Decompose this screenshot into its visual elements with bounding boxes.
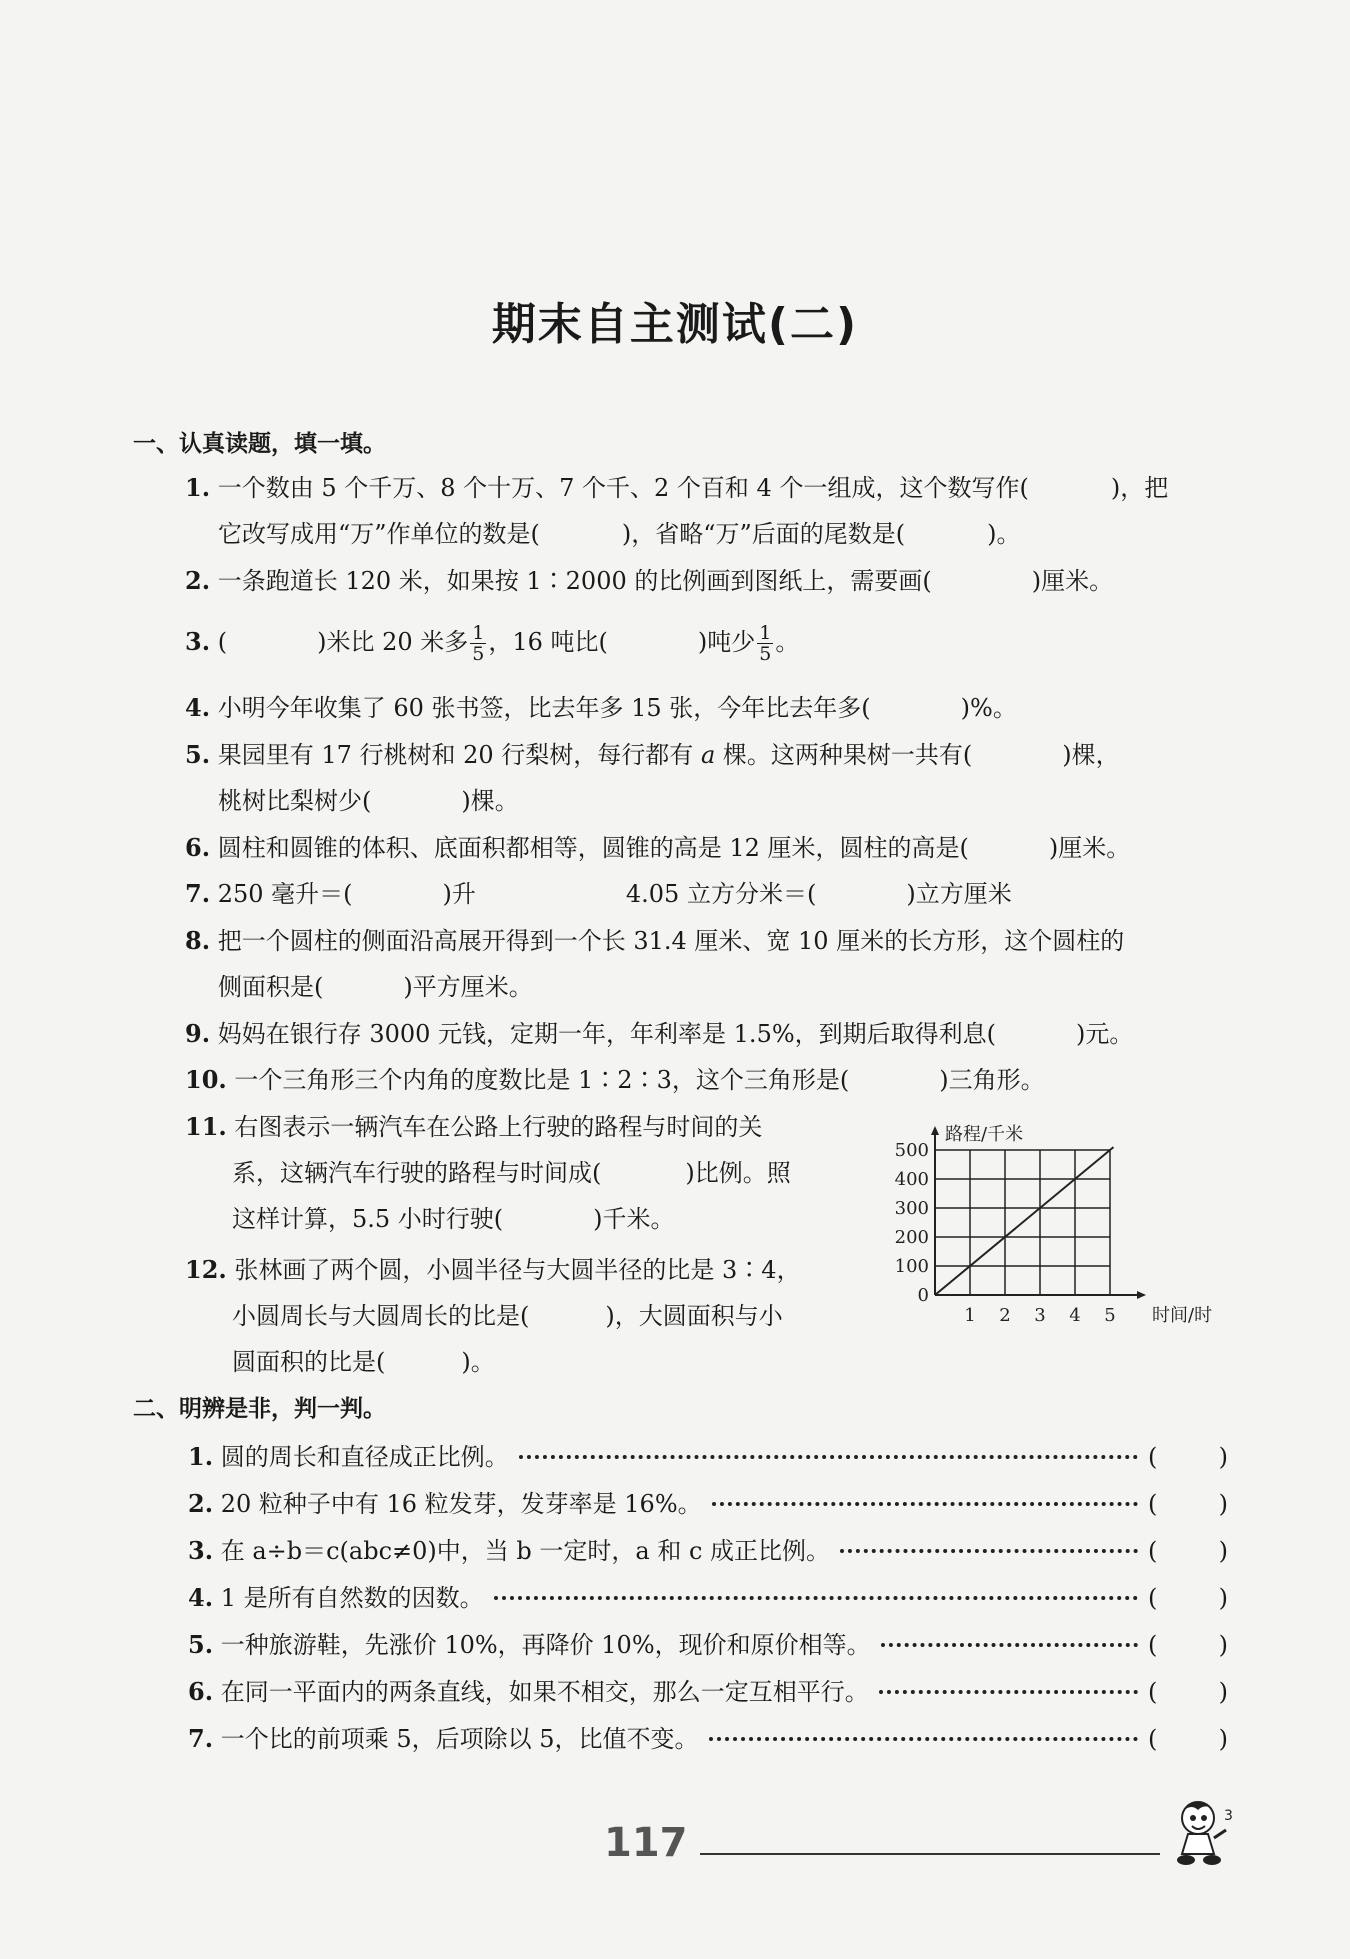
paren-close: ) [1218,1678,1228,1706]
question-text: )，省略“万”后面的尾数是( [621,520,906,548]
question-text: ( [217,628,228,656]
paren-open: ( [1148,1584,1158,1612]
page-title: 期末自主测试(二) [491,299,859,350]
question-text: 圆柱和圆锥的体积、底面积都相等，圆锥的高是 12 厘米，圆柱的高是( [217,834,969,862]
question-text: 一种旅游鞋，先涨价 10%，再降价 10%，现价和原价相等。 [213,1631,871,1659]
question-text: 圆面积的比是( [232,1348,386,1376]
answer-parentheses[interactable] [1148,1631,1228,1659]
question-number: 1. [188,1442,214,1471]
question-text: )。 [987,520,1021,548]
question-text: 棵。这两种果树一共有( [715,741,973,769]
question-number: 6. [188,1677,214,1706]
y-tick-label: 200 [894,1227,929,1248]
y-axis-arrow [931,1126,939,1135]
question-text: )米比 20 米多 [317,628,469,656]
section-2-heading: 二、明辨是非，判一判。 [133,1396,386,1422]
question-text: )，把 [1110,474,1169,502]
question-11-line-1 [185,1107,762,1142]
paren-open: ( [1148,1725,1158,1753]
x-axis-arrow [1137,1291,1146,1299]
fraction: $\frac{1}{5}$ [759,622,772,665]
judgment-item [188,1672,1228,1707]
dot-leader [712,1502,1138,1506]
question-text: )棵， [1062,741,1120,769]
answer-parentheses[interactable] [1148,1490,1228,1518]
paren-close: ) [1218,1725,1228,1753]
paren-close: ) [1218,1584,1228,1612]
footer-rule [700,1853,1160,1855]
question-text: 1 是所有自然数的因数。 [213,1584,484,1612]
question-text: )%。 [960,694,1017,722]
question-text: 一个数由 5 个千万、8 个十万、7 个千、2 个百和 4 个一组成，这个数写作( [217,474,1029,502]
question-11-line-2 [232,1153,791,1188]
x-tick-label: 2 [999,1305,1011,1326]
judgment-text [188,1578,484,1613]
question-text: )厘米。 [1048,834,1131,862]
judgment-item [188,1484,1228,1519]
question-text: )比例。照 [685,1159,791,1187]
question-11-line-3 [232,1199,675,1234]
question-number: 5. [188,1630,214,1659]
question-text: 果园里有 17 行桃树和 20 行梨树，每行都有 [217,741,701,769]
dot-leader [519,1455,1138,1459]
judgment-item [188,1531,1228,1566]
judgment-item [188,1719,1228,1754]
question-number: 3. [185,627,211,656]
x-tick-label: 4 [1069,1305,1081,1326]
x-tick-label: 1 [964,1305,976,1326]
question-number: 3. [188,1536,214,1565]
question-text: 一个比的前项乘 5，后项除以 5，比值不变。 [213,1725,699,1753]
series-line [935,1147,1114,1295]
section-1-heading: 一、认真读题，填一填。 [133,431,386,457]
question-text: 。 [775,628,800,656]
judgment-text [188,1531,830,1566]
question-2 [185,561,1113,596]
question-12-line-3 [232,1342,495,1377]
judgment-item [188,1625,1228,1660]
question-text: )千米。 [593,1205,675,1233]
answer-parentheses[interactable] [1148,1537,1228,1565]
question-5-line-2 [218,781,519,816]
question-text: 系，这辆汽车行驶的路程与时间成( [232,1159,602,1187]
page-number: 117 [604,1820,688,1866]
y-tick-label: 100 [894,1256,929,1277]
question-number: 4. [185,693,211,722]
question-text: 侧面积是( [218,973,324,1001]
question-text: 小明今年收集了 60 张书签，比去年多 15 张，今年比去年多( [217,694,871,722]
question-number: 2. [188,1489,214,1518]
question-3 [185,622,799,664]
question-9 [185,1014,1133,1049]
question-text: 右图表示一辆汽车在公路上行驶的路程与时间的关 [234,1113,763,1141]
paren-close: ) [1218,1631,1228,1659]
variable: a [700,741,716,769]
question-12-line-1 [185,1250,801,1285]
question-text: 250 毫升＝( [217,880,353,908]
cartoon-mascot-icon [1160,1790,1240,1870]
judgment-text [188,1484,702,1519]
question-text: 小圆周长与大圆周长的比是( [232,1302,530,1330]
question-8-line-1 [185,921,1124,956]
y-tick-label: 0 [917,1285,929,1306]
answer-parentheses[interactable] [1148,1443,1228,1471]
question-text: 20 粒种子中有 16 粒发芽，发芽率是 16%。 [213,1490,702,1518]
dot-leader [840,1549,1138,1553]
question-8-line-2 [218,967,533,1002]
question-text: 桃树比梨树少( [218,787,372,815]
x-tick-label: 5 [1104,1305,1116,1326]
question-text: ，16 吨比( [488,628,608,656]
question-text: 把一个圆柱的侧面沿高展开得到一个长 31.4 厘米、宽 10 厘米的长方形，这个圆柱的 [217,927,1125,955]
y-tick-label: 300 [894,1198,929,1219]
judgment-text [188,1719,699,1754]
distance-time-chart [880,1110,1220,1340]
question-1-line-1 [185,468,1168,503]
question-text: )三角形。 [939,1066,1045,1094]
question-number: 2. [185,566,211,595]
question-number: 7. [188,1724,214,1753]
question-text: 圆的周长和直径成正比例。 [213,1443,509,1471]
paren-close: ) [1218,1537,1228,1565]
x-axis-label: 时间/时 [1152,1305,1213,1326]
question-number: 5. [185,740,211,769]
question-7 [185,874,1012,909]
x-tick-label: 3 [1034,1305,1046,1326]
question-text: 这样计算，5.5 小时行驶( [232,1205,504,1233]
paren-open: ( [1148,1537,1158,1565]
judgment-text [188,1437,509,1472]
question-4 [185,688,1017,723]
judgment-item [188,1437,1228,1472]
dot-leader [879,1690,1138,1694]
dot-leader [881,1643,1138,1647]
paren-close: ) [1218,1490,1228,1518]
question-text: 在同一平面内的两条直线，如果不相交，那么一定互相平行。 [213,1678,869,1706]
judgment-text [188,1672,869,1707]
question-number: 10. [185,1065,227,1094]
question-number: 9. [185,1019,211,1048]
question-number: 1. [185,473,211,502]
answer-parentheses[interactable] [1148,1678,1228,1706]
answer-parentheses[interactable] [1148,1584,1228,1612]
y-tick-label: 500 [894,1140,929,1161]
y-axis-label: 路程/千米 [945,1124,1024,1145]
paren-close: ) [1218,1443,1228,1471]
question-number: 8. [185,926,211,955]
question-text: )吨少 [697,628,756,656]
question-6 [185,828,1130,863]
dot-leader [709,1737,1139,1741]
question-text: 张林画了两个圆，小圆半径与大圆半径的比是 3∶4， [234,1256,801,1284]
paren-open: ( [1148,1443,1158,1471]
question-number: 12. [185,1255,227,1284]
question-number: 4. [188,1583,214,1612]
question-text: 一个三角形三个内角的度数比是 1∶2∶3，这个三角形是( [234,1066,850,1094]
fraction: $\frac{1}{5}$ [472,622,485,665]
question-text: 在 a÷b＝c(abc≠0)中，当 b 一定时，a 和 c 成正比例。 [213,1537,831,1565]
y-tick-label: 400 [894,1169,929,1190]
question-text: 4.05 立方分米＝( [625,880,817,908]
question-10 [185,1060,1045,1095]
question-text: )升 [442,880,476,908]
question-number: 11. [185,1112,227,1141]
question-text: 一条跑道长 120 米，如果按 1∶2000 的比例画到图纸上，需要画( [217,567,932,595]
question-text: 妈妈在银行存 3000 元钱，定期一年，年利率是 1.5%，到期后取得利息( [217,1020,997,1048]
question-text: )，大圆面积与小 [605,1302,783,1330]
question-text: )元。 [1076,1020,1134,1048]
paren-open: ( [1148,1631,1158,1659]
question-text: )棵。 [461,787,519,815]
question-text: )平方厘米。 [403,973,533,1001]
judgment-text [188,1625,871,1660]
judgment-item [188,1578,1228,1613]
question-number: 7. [185,879,211,908]
question-12-line-2 [232,1296,783,1331]
dot-leader [494,1596,1138,1600]
svg-text:3: 3 [1224,1808,1233,1824]
paren-open: ( [1148,1490,1158,1518]
question-1-line-2 [218,514,1021,549]
question-number: 6. [185,833,211,862]
question-text: 它改写成用“万”作单位的数是( [218,520,540,548]
question-5-line-1 [185,735,1120,770]
answer-parentheses[interactable] [1148,1725,1228,1753]
paren-open: ( [1148,1678,1158,1706]
question-text: )立方厘米 [906,880,1012,908]
question-text: )。 [461,1348,495,1376]
question-text: )厘米。 [1031,567,1114,595]
